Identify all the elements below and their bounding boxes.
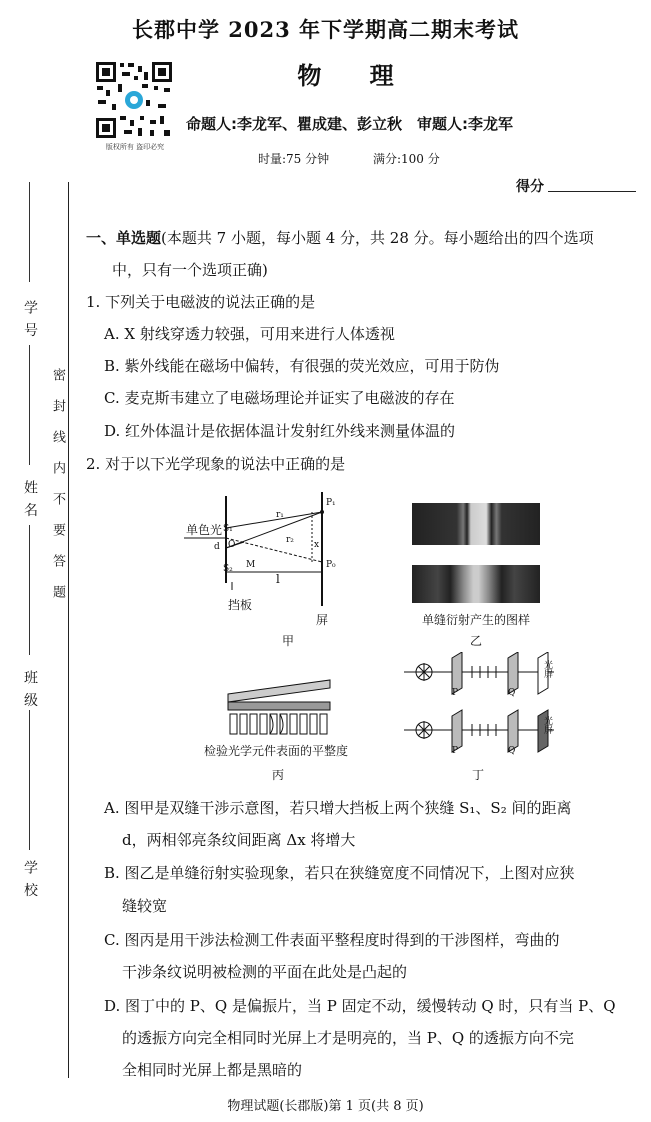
- page-footer: 物理试题(长郡版)第 1 页(共 8 页): [227, 1099, 424, 1114]
- jia-o-label: O: [228, 540, 236, 550]
- figure-yi-diffraction: [412, 503, 540, 603]
- q2-option-d-3: 全相同时光屏上都是黑暗的: [122, 1061, 303, 1079]
- ding-screen-label-2: 光屏: [542, 716, 552, 734]
- q2-option-d-2: 的透振方向完全相同时光屏上才是明亮的，当 P、Q 的透振方向不完: [122, 1029, 574, 1047]
- class-label: 班 级: [22, 670, 38, 709]
- ding-screen-label-1: 光屏: [542, 660, 552, 678]
- authors-line: 命题人:李龙军、瞿成建、彭立秋 审题人:李龙军: [186, 115, 513, 133]
- q1-stem: 1. 下列关于电磁波的说法正确的是: [86, 293, 316, 311]
- q2-option-b-1: B. 图乙是单缝衍射实验现象，若只在狭缝宽度不同情况下，上图对应狭: [104, 864, 575, 882]
- q2-stem: 2. 对于以下光学现象的说法中正确的是: [86, 455, 346, 473]
- jia-r2-label: r₂: [286, 535, 294, 545]
- bing-caption: 检验光学元件表面的平整度: [203, 744, 348, 758]
- ding-p-label-2: P: [452, 746, 459, 756]
- jia-x-label: x: [314, 540, 320, 550]
- figure-yi-label: 乙: [470, 634, 483, 648]
- section-heading: 一、单选题: [86, 229, 162, 247]
- jia-r1-label: r₁: [276, 510, 284, 520]
- yi-caption: 单缝衍射产生的图样: [421, 613, 530, 627]
- name-line: [29, 345, 30, 465]
- time-limit: 时量:75 分钟: [258, 152, 330, 166]
- figure-bing-flatness: [226, 674, 334, 736]
- binding-line: [68, 182, 69, 1078]
- jia-s2-label: S₂: [223, 564, 233, 574]
- ding-q-label-1: Q: [508, 688, 516, 698]
- q1-option-a: A. X 射线穿透力较强，可用来进行人体透视: [104, 325, 395, 343]
- q2-option-b-2: 缝较宽: [122, 897, 168, 915]
- ding-q-label-2: Q: [508, 746, 516, 756]
- jia-light-label: 单色光: [186, 523, 223, 537]
- jia-screen-label: 屏: [316, 613, 329, 627]
- figure-bing-label: 丙: [272, 768, 285, 782]
- section-desc-1: (本题共 7 小题，每小题 4 分，共 28 分。每小题给出的四个选项: [161, 229, 594, 247]
- score-field[interactable]: [548, 191, 636, 192]
- figure-ding-polarizers: [404, 652, 564, 762]
- q2-option-d-1: D. 图丁中的 P、Q 是偏振片，当 P 固定不动，缓慢转动 Q 时，只有当 P、Q: [104, 997, 616, 1015]
- full-score: 满分:100 分: [372, 152, 440, 166]
- q1-option-b: B. 紫外线能在磁场中偏转，有很强的荧光效应，可用于防伪: [104, 357, 500, 375]
- jia-d-label: d: [214, 542, 220, 552]
- jia-p1-label: P₁: [326, 498, 336, 508]
- section-intro: [86, 228, 594, 248]
- jia-p0-label: P₀: [326, 560, 336, 570]
- q2-option-c-2: 干涉条纹说明被检测的平面在此处是凸起的: [122, 963, 408, 981]
- subject-title: 物 理: [297, 61, 394, 90]
- student-no-line: [29, 182, 30, 282]
- qr-code: [94, 60, 174, 140]
- jia-l-label: l: [276, 572, 280, 586]
- school-line: [29, 710, 30, 850]
- figure-jia-label: 甲: [282, 634, 295, 648]
- jia-plate-label: 挡板: [228, 598, 253, 612]
- student-no-label: 学 号: [22, 300, 38, 339]
- score-label: 得分: [516, 179, 544, 195]
- jia-m-label: M: [246, 560, 256, 570]
- q2-option-a-1: A. 图甲是双缝干涉示意图，若只增大挡板上两个狭缝 S₁、S₂ 间的距离: [104, 799, 572, 817]
- q1-option-d: D. 红外体温计是依据体温计发射红外线来测量体温的: [104, 422, 456, 440]
- name-label: 姓 名: [22, 480, 38, 519]
- timing-line: [258, 150, 480, 167]
- qr-caption: 版权所有 盗印必究: [105, 143, 165, 151]
- jia-s1-label: S₁: [223, 524, 233, 534]
- figure-ding-label: 丁: [472, 768, 485, 782]
- ding-p-label-1: P: [452, 688, 459, 698]
- class-line: [29, 525, 30, 655]
- q1-option-c: C. 麦克斯韦建立了电磁场理论并证实了电磁波的存在: [104, 389, 455, 407]
- section-desc-2: 中，只有一个选项正确): [112, 261, 268, 279]
- seal-notice: 密封线内不要答题: [50, 368, 65, 616]
- school-label: 学 校: [22, 860, 38, 899]
- exam-title: 长郡中学 2023 年下学期高二期末考试: [131, 17, 520, 42]
- q2-option-a-2: d，两相邻亮条纹间距离 Δx 将增大: [122, 831, 356, 849]
- q2-option-c-1: C. 图丙是用干涉法检测工件表面平整程度时得到的干涉图样，弯曲的: [104, 931, 560, 949]
